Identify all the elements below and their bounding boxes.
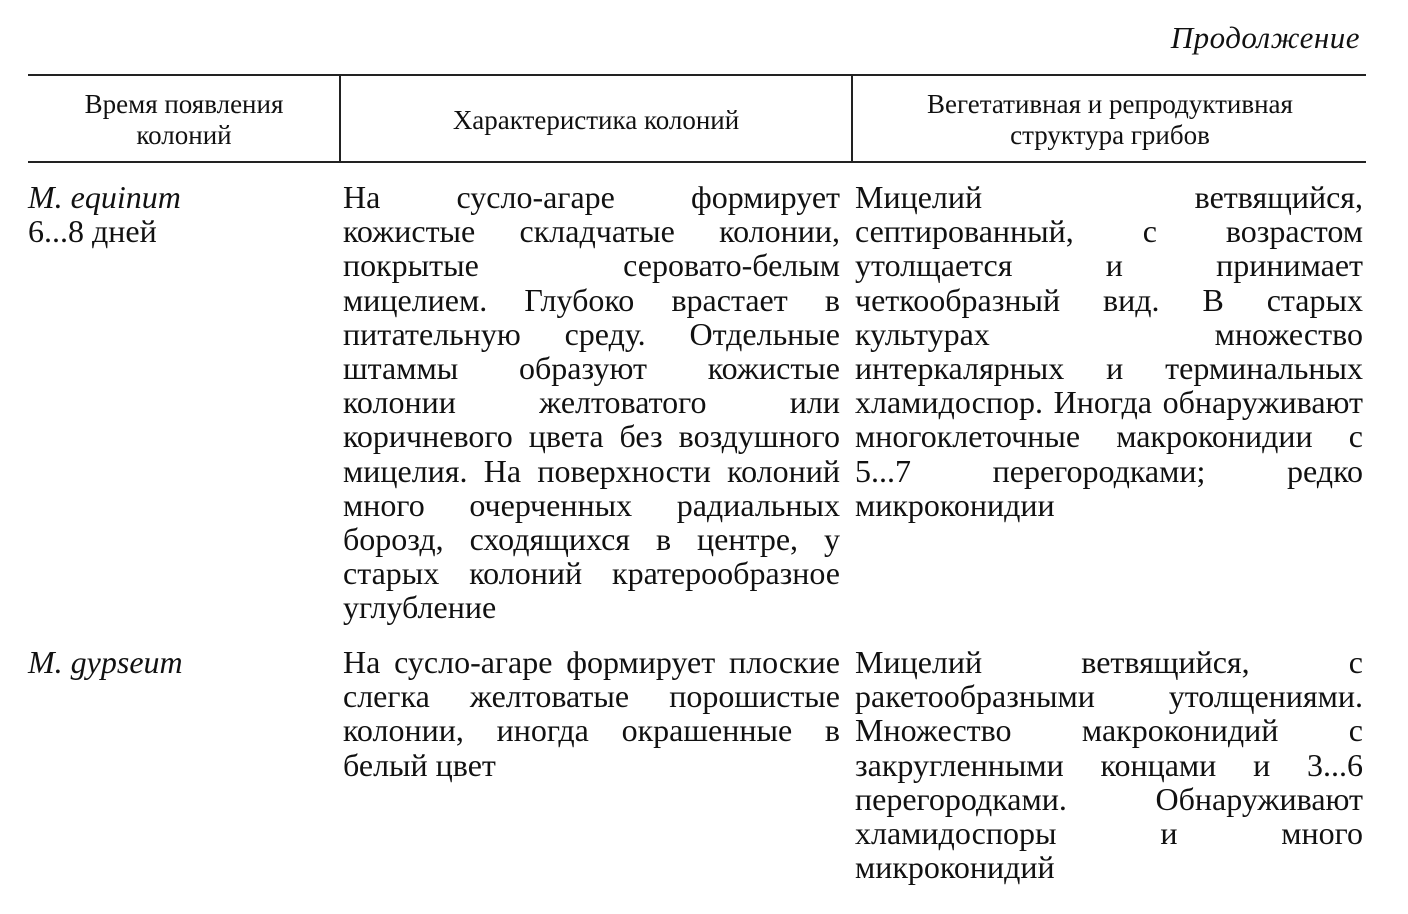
colony-description: На сусло-агаре формирует плоские слегка желтоватые порошистые колонии, иногда окрашенные в белый цвет	[343, 644, 840, 783]
header-fungal-structure: Вегетативная и репродуктивная структура грибов	[927, 89, 1293, 150]
species-name: M. equinum	[28, 179, 181, 215]
species-name: M. gypseum	[28, 644, 183, 680]
header-divider-1	[339, 76, 341, 162]
header-appearance-time: Время появления колоний	[84, 89, 284, 150]
structure-description: Мицелий ветвящийся, септированный, с возрастом утолщается и принимает четкообразный вид. В старых культурах множество интеркалярных и терминальных хламидоспор. Иногда обнаруживают многоклеточные макроконидии с 5...7 перегородками; редко микроконидии	[855, 179, 1363, 523]
colony-description: На сусло-агаре формирует кожистые складчатые колонии, покрытые серовато-белым мицелием. Глубоко врастает в питательную среду. Отдельные штаммы образуют кожистые колонии желтоватого или коричневого цвета без воздушного мицелия. На поверхности колоний много очерченных радиальных борозд, сходящихся в центре, у старых колоний кратерообразное углубление	[343, 179, 840, 626]
header-bottom-rule	[28, 161, 1366, 163]
appearance-time: 6...8 дней	[28, 213, 157, 250]
continuation-label: Продолжение	[1170, 20, 1360, 55]
structure-description: Мицелий ветвящийся, с ракетообразными утолщениями. Множество макроконидий с закругленными концами и 3...6 перегородками. Обнаруживают хламидоспоры и много микроконидий	[855, 644, 1363, 886]
header-colony-characteristics: Характеристика колоний	[452, 104, 740, 135]
table-top-rule	[28, 74, 1366, 76]
table-row-species-cell	[28, 645, 328, 679]
header-divider-2	[851, 76, 853, 162]
table-row-species-cell	[28, 180, 328, 248]
